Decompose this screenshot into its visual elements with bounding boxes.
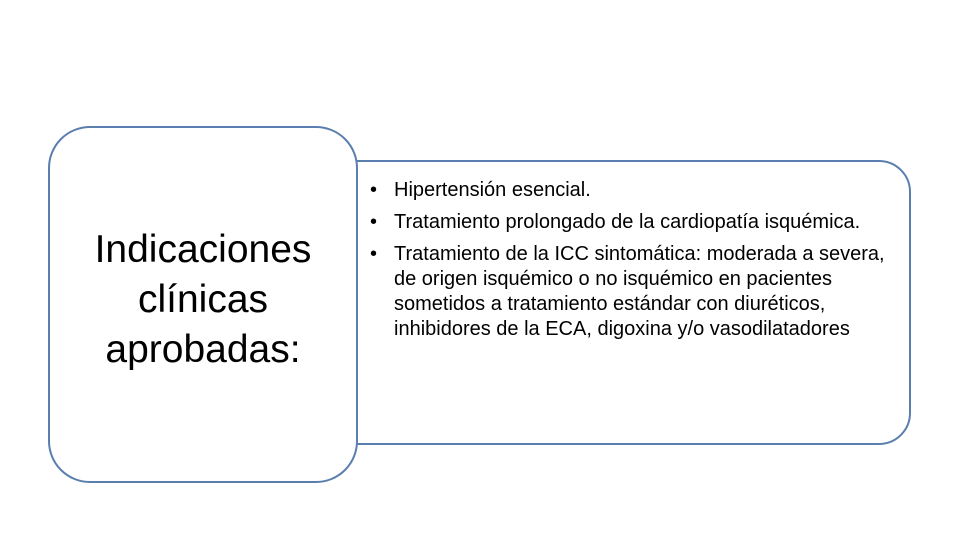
indications-list — [370, 178, 890, 349]
title-line: clínicas — [137, 277, 269, 321]
list-item-text: Tratamiento de la ICC sintomática: moderada a severa, de origen isquémico o no isquémico en pacientes sometidos a tratamiento estándar con diuréticos, inhibidores de la ECA, digoxina y/o vasodilatadores — [394, 243, 885, 340]
indications-list-box — [318, 160, 911, 445]
title-line: aprobadas: — [105, 327, 301, 371]
list-item — [370, 242, 890, 342]
list-item-text: Tratamiento prolongado de la cardiopatía isquémica. — [394, 211, 861, 233]
bullet-icon: • — [370, 179, 378, 201]
bullet-icon: • — [370, 243, 378, 265]
slide-title — [63, 225, 343, 375]
title-line: Indicaciones — [94, 227, 312, 271]
list-item — [370, 210, 890, 235]
list-item — [370, 178, 890, 203]
bullet-icon: • — [370, 211, 378, 233]
title-box — [48, 126, 358, 483]
list-item-text: Hipertensión esencial. — [394, 179, 591, 201]
